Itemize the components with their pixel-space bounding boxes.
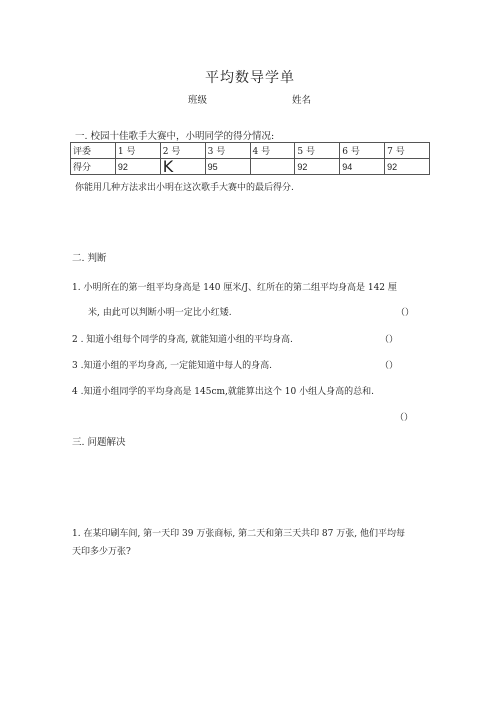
answer-paren[interactable]: （） [395, 413, 414, 423]
section2-heading: 二. 判断 [72, 253, 107, 264]
judge-item-2: 2 . 知道小组每个同学的身高, 就能知道小组的平均身高. [72, 335, 293, 345]
problem-line2: 天印多少万张? [72, 547, 131, 557]
table-cell: 92 [385, 159, 430, 175]
judge-item-4: 4 .知道小组同学的平均身高是 145cm,就能算出这个 10 小组人身高的总和. [72, 387, 374, 397]
judge-item-3: 3 .知道小组的平均身高, 一定能知道中每人的身高. [72, 361, 273, 371]
answer-paren[interactable]: （） [380, 361, 399, 371]
judge-item-1-line1: 1. 小明所在的第一组平均身高是 140 厘米/J、红所在的第二组平均身高是 142 厘 [72, 283, 397, 293]
table-cell: 得分 [71, 159, 116, 175]
answer-paren[interactable]: （） [380, 335, 399, 345]
name-label: 姓名 [292, 95, 312, 106]
table-cell: 6 号 [340, 143, 385, 159]
score-table [70, 142, 430, 175]
table-cell: 7 号 [385, 143, 430, 159]
table-cell: 4 号 [250, 143, 295, 159]
table-cell: 评委 [71, 143, 116, 159]
table-cell: 2 号 [160, 143, 205, 159]
answer-paren[interactable]: （） [396, 308, 415, 318]
table-cell: 94 [340, 159, 385, 175]
table-cell: 3 号 [205, 143, 250, 159]
table-cell: K [160, 159, 205, 175]
section3-heading: 三. 问题解决 [72, 437, 126, 448]
table-row [71, 159, 430, 175]
table-cell: 92 [115, 159, 160, 175]
problem-line1: 1. 在某印刷车间, 第一天印 39 万张商标, 第二天和第三天共印 87 万张, 他们平均每 [72, 529, 405, 539]
table-cell [250, 159, 295, 175]
page-title: 平均数导学单 [205, 70, 295, 86]
section1-question: 你能用几种方法求出小明在这次歌手大赛中的最后得分. [75, 183, 294, 193]
table-cell: 1 号 [115, 143, 160, 159]
class-label: 班级 [188, 95, 208, 106]
table-header-row [71, 143, 430, 159]
table-cell: 5 号 [295, 143, 340, 159]
table-cell: 95 [205, 159, 250, 175]
section1-heading: 一. 校园十佳歌手大赛中，小明同学的得分情况: [75, 131, 275, 142]
table-cell: 92 [295, 159, 340, 175]
judge-item-1-line2: 米, 由此可以判断小明一定比小红矮. [88, 308, 232, 318]
